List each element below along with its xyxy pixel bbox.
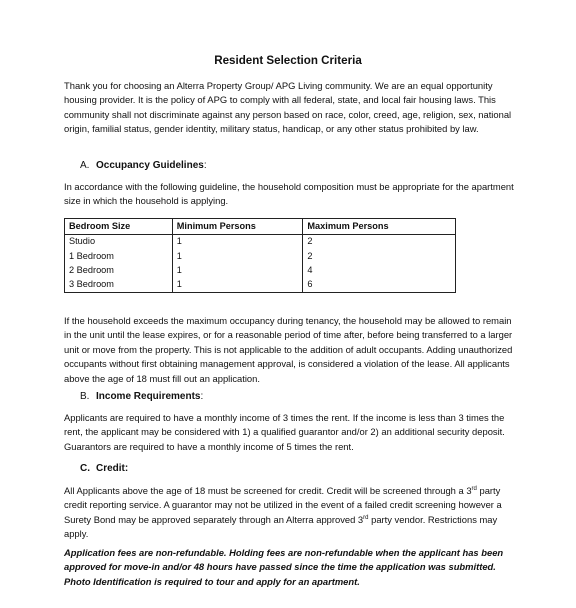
section-a-label: Occupancy Guidelines	[96, 160, 204, 171]
section-c-sup-1: rd	[471, 486, 477, 492]
page-title: Resident Selection Criteria	[214, 54, 362, 67]
section-b-label: Income Requirements	[96, 391, 201, 402]
section-c-heading	[80, 462, 128, 476]
section-c-letter: C.	[80, 463, 90, 474]
header-bedroom-size: Bedroom Size	[65, 219, 173, 235]
table-row	[65, 278, 456, 292]
section-a-letter: A.	[80, 160, 90, 171]
section-b-letter: B.	[80, 391, 90, 402]
table-cell: Studio	[65, 235, 173, 249]
table-cell: 1	[172, 278, 303, 292]
section-c-text-3: party vendor. Restrictions may apply.	[64, 513, 498, 540]
table-cell: 4	[303, 263, 456, 277]
table-cell: 3 Bedroom	[65, 278, 173, 292]
section-a-paragraph: In accordance with the following guideline, the household composition must be appropriate for the apartment size in which the household is applying.	[64, 181, 514, 207]
table-cell: 2	[303, 249, 456, 263]
section-c-text-2: party credit reporting service. A guarantor may not be utilized in the event of a failed credit screening however a Surety Bond may be approved separately through an Alterra approved 3	[64, 485, 502, 525]
section-a-suffix: :	[203, 160, 207, 171]
header-minimum-persons: Minimum Persons	[172, 219, 303, 235]
intro-paragraph: Thank you for choosing an Alterra Property Group/ APG Living community. We are an equal opportunity housing provider. It is the policy of APG to comply with all federal, state, and local fair housing laws. This community shall not discriminate against any person based on race, color, creed, age, religion, sex, national origin, familial status, gender identity, military status, handicap, or any other status prohibited by law.	[64, 80, 512, 135]
section-b-heading	[80, 390, 203, 404]
table-cell: 2 Bedroom	[65, 263, 173, 277]
table-cell: 2	[303, 235, 456, 249]
section-c-sup-2: rd	[363, 514, 369, 521]
table-cell: 1	[172, 263, 303, 277]
section-c-paragraph	[64, 484, 516, 542]
table-cell: 1	[172, 235, 303, 249]
table-row	[65, 249, 456, 263]
table-row	[65, 235, 456, 249]
table-row	[65, 263, 456, 277]
section-b-suffix: :	[200, 391, 204, 402]
table-cell: 1 Bedroom	[65, 249, 173, 263]
section-b-paragraph: Applicants are required to have a monthly income of 3 times the rent. If the income is less than 3 times the rent, the applicant may be considered with 1) a qualified guarantor and/or 2) an additional security deposit. Guarantors are required to have a monthly income of 5 times the rent.	[64, 412, 505, 452]
section-a-heading	[80, 159, 207, 173]
header-maximum-persons: Maximum Persons	[303, 219, 456, 235]
table-cell: 1	[172, 249, 303, 263]
section-c-text-1: All Applicants above the age of 18 must be screened for credit. Credit will be screened through a 3	[64, 485, 472, 496]
table-header-row	[65, 219, 456, 235]
table-cell: 6	[303, 278, 456, 292]
occupancy-table	[64, 218, 456, 293]
section-c-label: Credit:	[96, 463, 129, 474]
occupancy-notes-paragraph: If the household exceeds the maximum occupancy during tenancy, the household may be allowed to remain in the unit until the lease expires, or for a reasonable period of time after, before being transferred to a larger unit or move from the property. This is not applicable to the addition of adult occupants. Adding unauthorized occupants without first obtaining management approval, is considered a violation of the lease. All applicants above the age of 18 must fill out an application.	[64, 315, 513, 384]
fees-notice: Application fees are non-refundable. Holding fees are non-refundable when the applicant has been approved for move-in and/or 48 hours have passed since the time the application was submitted. Photo Identification is required to tour and apply for an apartment.	[64, 547, 504, 587]
